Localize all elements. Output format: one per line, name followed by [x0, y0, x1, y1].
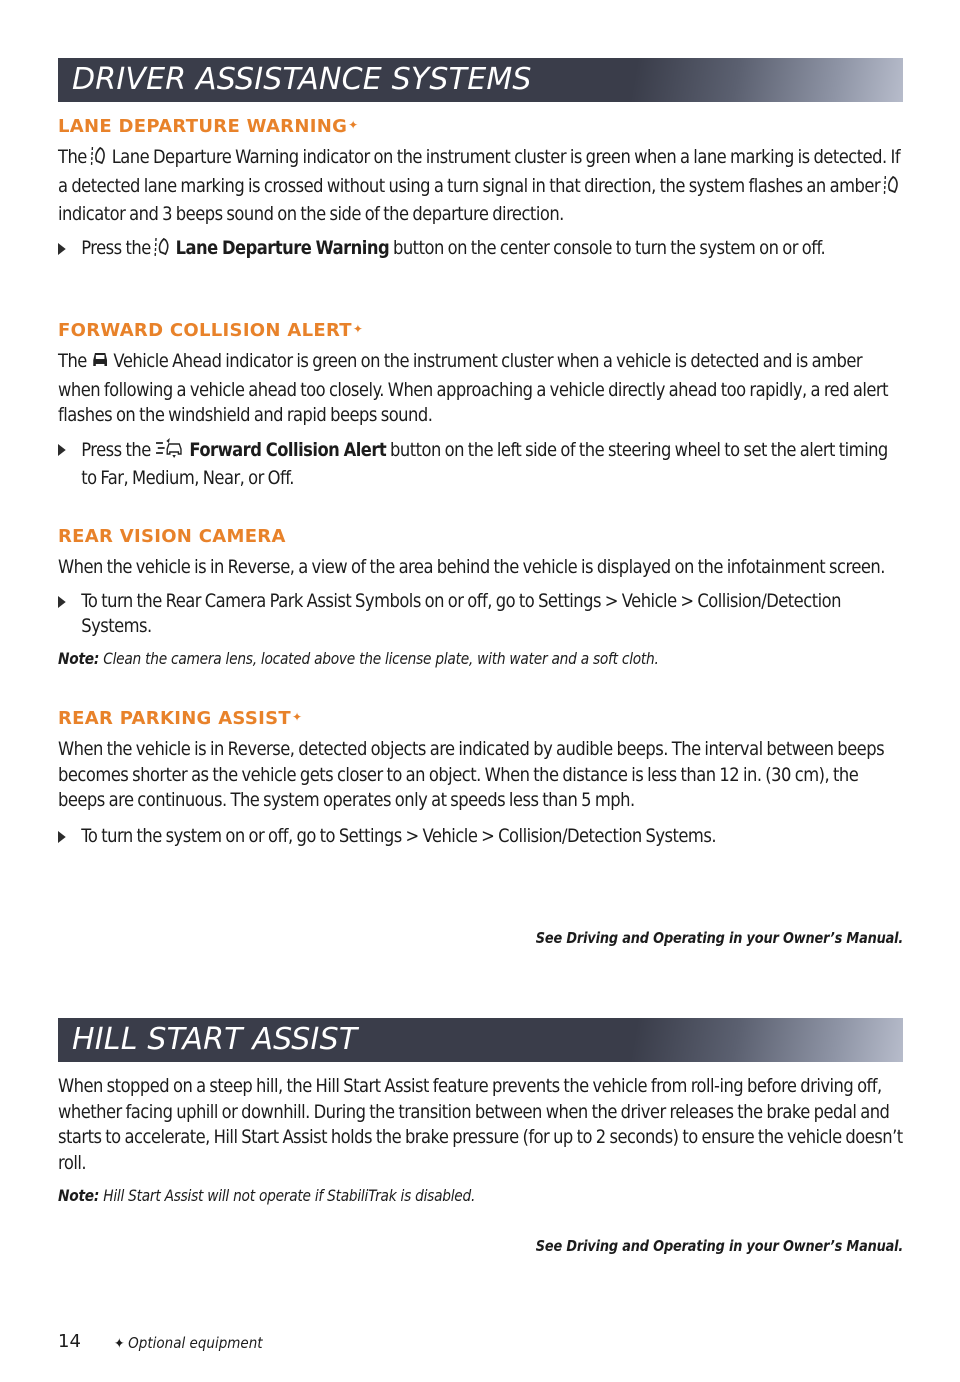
section-heading: FORWARD COLLISION ALERT✦ — [58, 320, 364, 341]
note: Note: Clean the camera lens, located above the license plate, with water and a soft cloth. — [58, 648, 659, 668]
hill-start-assist-section — [58, 1074, 906, 1205]
page-number: 14 — [58, 1331, 81, 1352]
footnote: ✦ Optional equipment — [114, 1334, 263, 1352]
optional-star-icon: ✦ — [348, 118, 359, 132]
rear-parking-assist-section — [58, 708, 906, 849]
bullet-arrow-icon — [58, 243, 66, 255]
paragraph: When stopped on a steep hill, the Hill Start Assist feature prevents the vehicle from roll-ing before driving off, whether facing uphill or downhill. During the transition between when the driver releases the brake pedal and starts to accelerate, Hill Start Assist holds the brake pressure (for up to 2 seconds) to ensure the vehicle doesn’t roll. — [58, 1075, 903, 1174]
section-heading: REAR VISION CAMERA — [58, 526, 286, 547]
list-item: To turn the Rear Camera Park Assist Symbols on or off, go to Settings > Vehicle > Collision/Detection Systems. — [58, 589, 904, 640]
section-banner-hill-start-assist — [58, 1018, 903, 1062]
lane-departure-icon — [91, 146, 108, 174]
bullet-arrow-icon — [58, 444, 66, 456]
section-banner-driver-assistance — [58, 58, 903, 102]
paragraph: When the vehicle is in Reverse, a view of the area behind the vehicle is displayed on the infotainment screen. — [58, 556, 885, 578]
section-heading: LANE DEPARTURE WARNING✦ — [58, 116, 359, 137]
manual-reference: See Driving and Operating in your Owner’s Manual. — [535, 929, 903, 947]
list-item: To turn the system on or off, go to Settings > Vehicle > Collision/Detection Systems. — [58, 824, 904, 850]
note: Note: Hill Start Assist will not operate if StabiliTrak is disabled. — [58, 1186, 476, 1205]
banner-title: DRIVER ASSISTANCE SYSTEMS — [72, 62, 532, 97]
forward-collision-alert-section — [58, 320, 906, 492]
bullet-arrow-icon — [58, 596, 66, 608]
bullet-arrow-icon — [58, 831, 66, 843]
list-item: Press the Forward Collision Alert button on the left side of the steering wheel to set the alert timing to Far, Medium, Near, or Off. — [58, 437, 904, 492]
paragraph: The Lane Departure Warning indicator on the instrument cluster is green when a lane marking is detected. If a detected lane marking is crossed without using a turn signal in that direction, the system flashes an amber indicator and 3 beeps sound on the side of the departure direction. — [58, 146, 901, 225]
manual-reference: See Driving and Operating in your Owner’s Manual. — [535, 1237, 903, 1255]
optional-star-icon: ✦ — [352, 322, 364, 336]
lane-departure-icon — [155, 237, 172, 265]
lane-departure-icon — [884, 175, 901, 203]
vehicle-ahead-icon — [91, 350, 110, 378]
forward-collision-icon — [155, 437, 186, 467]
optional-star-icon: ✦ — [114, 1336, 125, 1352]
rear-vision-camera-section — [58, 526, 906, 668]
lane-departure-warning-section — [58, 116, 906, 264]
section-heading: REAR PARKING ASSIST✦ — [58, 708, 303, 729]
banner-title: HILL START ASSIST — [72, 1022, 358, 1057]
optional-star-icon: ✦ — [292, 710, 303, 724]
list-item: Press the Lane Departure Warning button on the center console to turn the system on or off. — [58, 236, 904, 265]
paragraph: The Vehicle Ahead indicator is green on the instrument cluster when a vehicle is detected and is amber when following a vehicle ahead too closely. When approaching a vehicle directly ahead too rapidly, a red alert flashes on the windshield and rapid beeps sound. — [58, 350, 889, 426]
paragraph: When the vehicle is in Reverse, detected objects are indicated by audible beeps. The interval between beeps becomes shorter as the vehicle gets closer to an object. When the distance is less than 12 in. (30 cm), the beeps are continuous. The system operates only at speeds less than 5 mph. — [58, 738, 885, 811]
